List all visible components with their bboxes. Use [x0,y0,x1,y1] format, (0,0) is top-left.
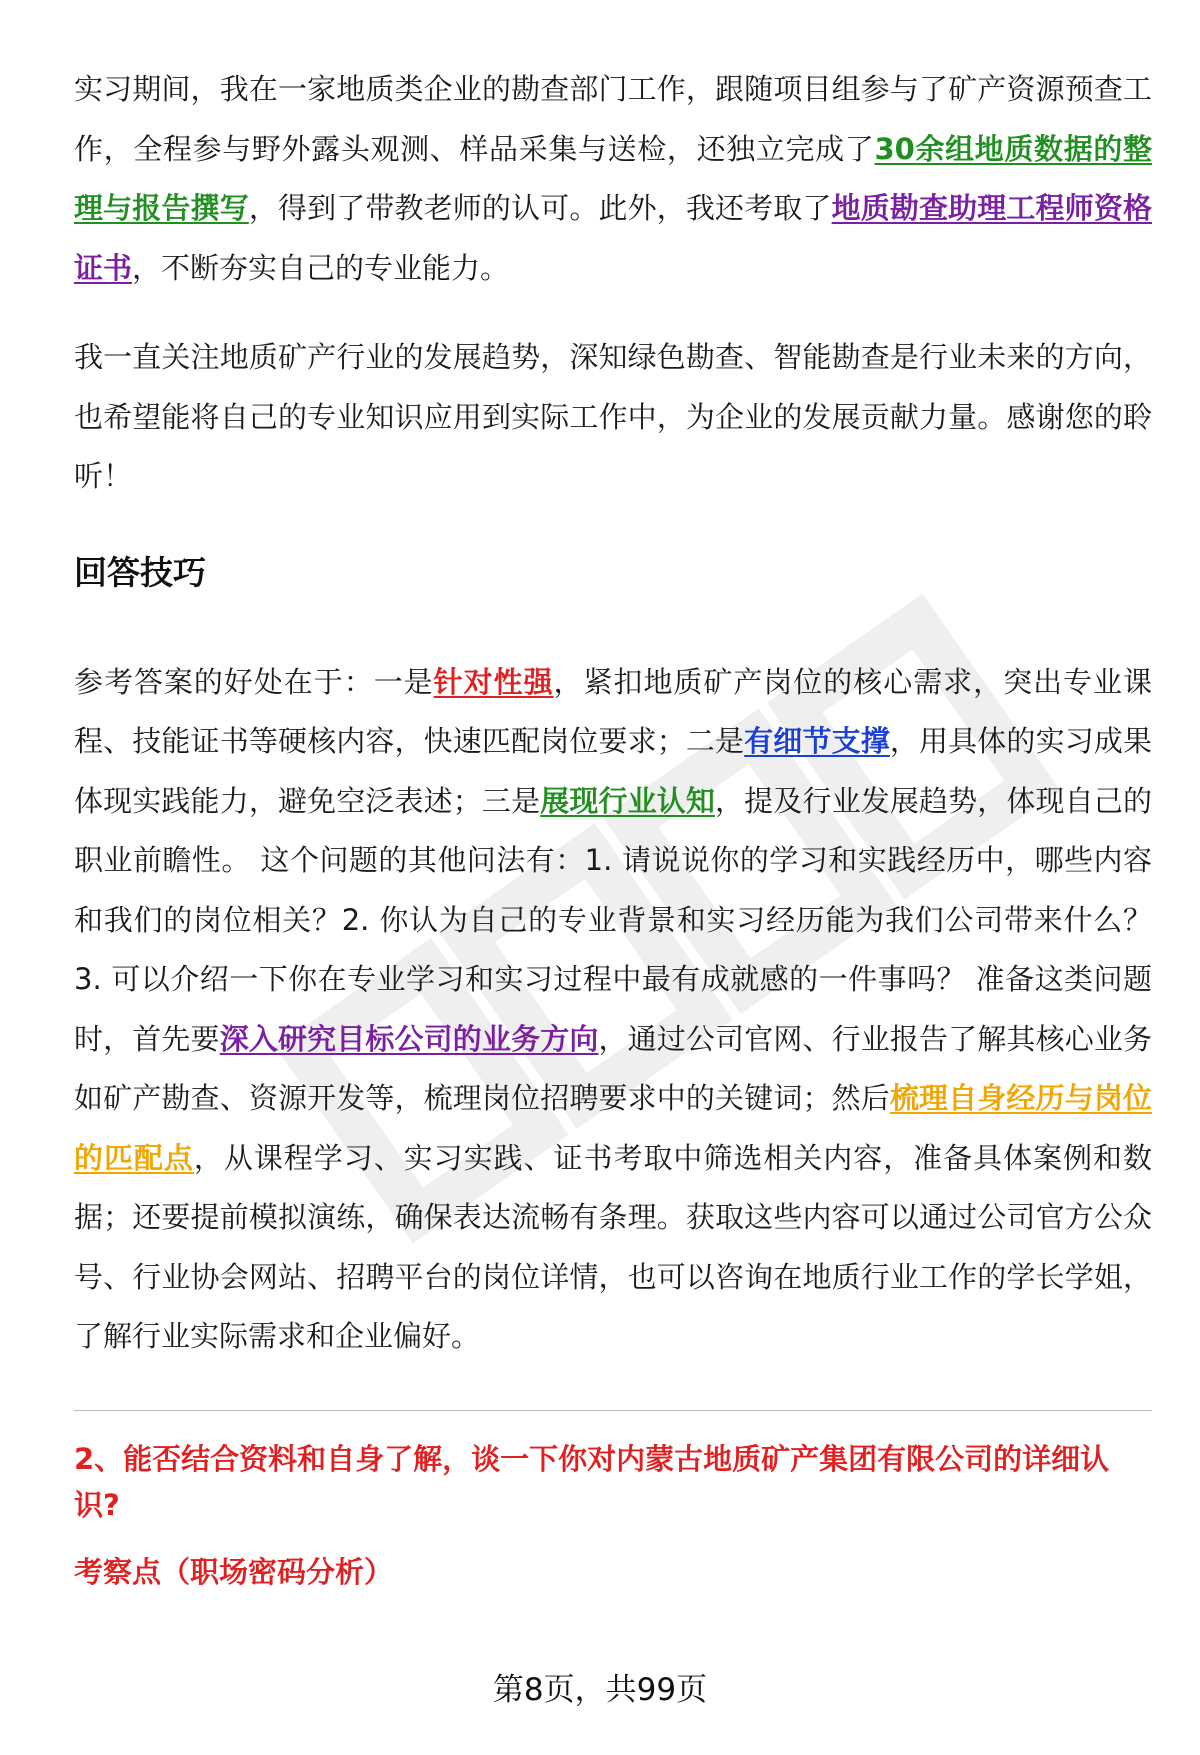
paragraph-text: ，不断夯实自己的专业能力。 [132,250,510,285]
tips-paragraph [74,653,1152,1367]
highlight-targeted: 针对性强 [433,664,554,699]
answer-paragraph-2: 我一直关注地质矿产行业的发展趋势，深知绿色勘查、智能勘查是行业未来的方向，也希望能将自己的专业知识应用到实际工作中，为企业的发展贡献力量。感谢您的聆听！ [74,340,1152,493]
paragraph-text: ，通过公司官网、行业报告了解其核心业务如矿产勘查、资源开发等，梳理岗位招聘要求中的关键词；然后 [74,1021,1152,1115]
highlight-research: 深入研究目标公司的业务方向 [219,1021,599,1056]
page-number: 第8页，共99页 [492,1672,708,1708]
highlight-data-report: 30余组地质数据的整理与报告撰写 [74,131,1152,225]
paragraph-text: ，得到了带教老师的认可。此外，我还考取了 [248,191,832,225]
question-title: 2、能否结合资料和自身了解，谈一下你对内蒙古地质矿产集团有限公司的详细认识? [74,1442,1110,1522]
section-heading: 回答技巧 [74,552,206,592]
paragraph-text: 实习期间，我在一家地质类企业的勘查部门工作，跟随项目组参与了矿产资源预查工作，全程参与野外露头观测、样品采集与送检，还独立完成了 [74,72,1152,166]
highlight-details: 有细节支撑 [744,724,890,758]
paragraph-text: ，提及行业发展趋势，体现自己的职业前瞻性。 这个问题的其他问法有：1. 请说说你的学习和实践经历中，哪些内容和我们的岗位相关？2. 你认为自己的专业背景和实习经历能为我们公司带来什么？3. 可以介绍一下你在专业学习和实习过程中最有成就感的一件事吗？ 准备这类问题时，首先要 [74,783,1152,1056]
answer-paragraph-1 [74,60,1152,298]
paragraph-text: ，用具体的实习成果体现实践能力，避免空泛表述；三是 [74,724,1152,818]
main-content [74,60,1152,1367]
paragraph-text: ，从课程学习、实习实践、证书考取中筛选相关内容，准备具体案例和数据；还要提前模拟演练，确保表达流畅有条理。获取这些内容可以通过公司官方公众号、行业协会网站、招聘平台的岗位详情，也可以咨询在地质行业工作的学长学姐，了解行业实际需求和企业偏好。 [74,1140,1152,1353]
highlight-industry: 展现行业认知 [540,783,716,818]
highlight-match: 梳理自身经历与岗位的匹配点 [74,1081,1152,1175]
section-divider [74,1410,1152,1411]
paragraph-text: 参考答案的好处在于：一是 [74,664,434,699]
paragraph-text: ，紧扣地质矿产岗位的核心需求，突出专业课程、技能证书等硬核内容，快速匹配岗位要求；二是 [74,664,1152,758]
question-subhead: 考察点（职场密码分析） [74,1555,394,1589]
highlight-certificate: 地质勘查助理工程师资格证书 [74,191,1152,285]
